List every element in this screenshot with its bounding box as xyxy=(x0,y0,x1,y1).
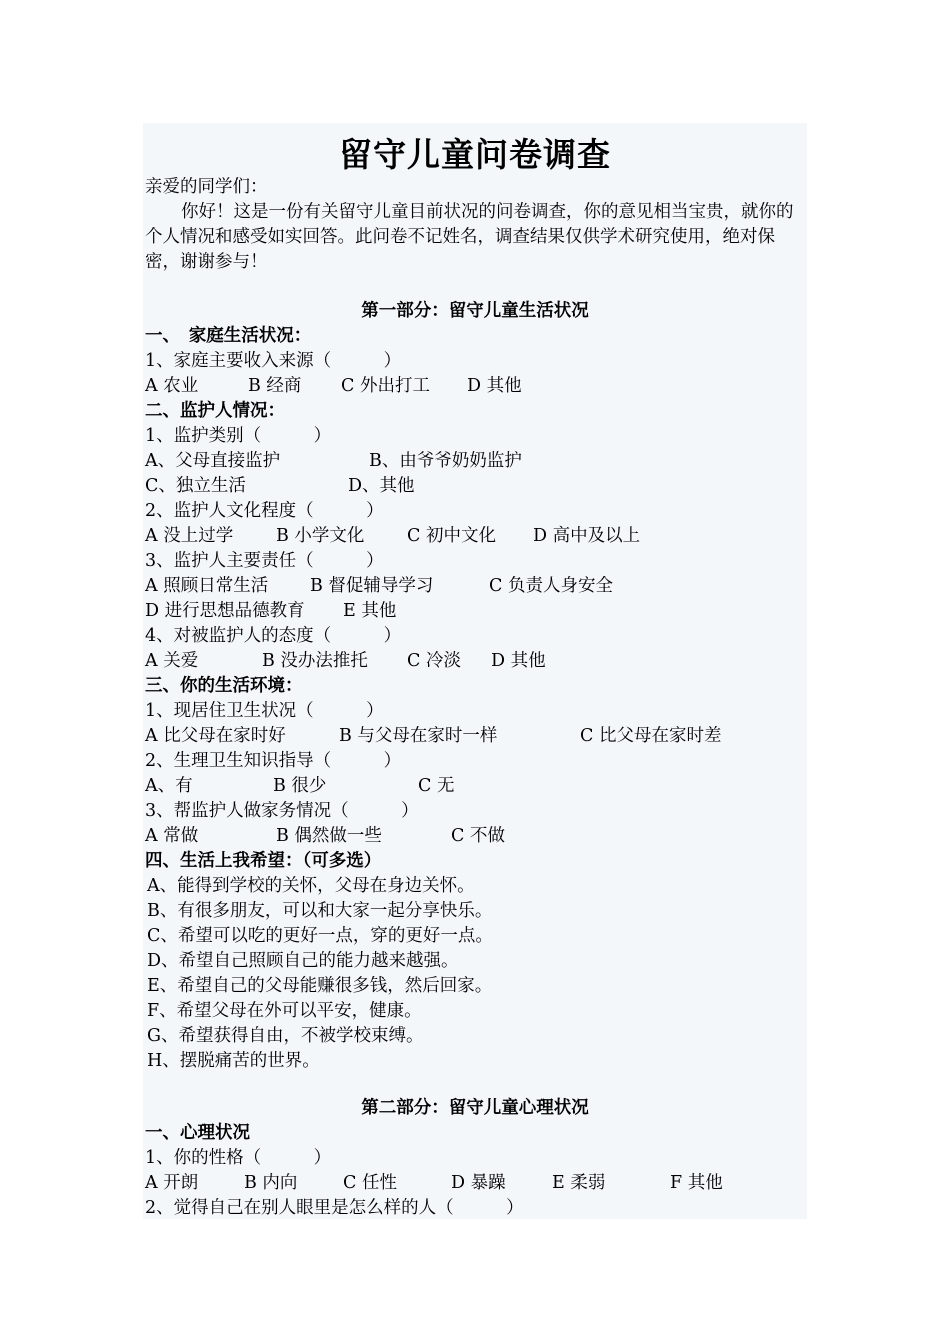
part2-heading: 第二部分：留守儿童心理状况 xyxy=(361,1098,589,1118)
option: B、由爷爷奶奶监护 xyxy=(369,451,522,471)
section-heading: 一、 家庭生活状况： xyxy=(145,326,312,346)
question: 3、帮监护人做家务情况（ ） xyxy=(145,801,419,821)
question: 1、现居住卫生状况（ ） xyxy=(145,701,384,721)
option: D 进行思想品德教育 xyxy=(145,601,305,621)
list-item: C、希望可以吃的更好一点，穿的更好一点。 xyxy=(147,926,493,946)
question: 1、你的性格（ ） xyxy=(145,1148,332,1168)
document-title: 留守儿童问卷调查 xyxy=(339,135,611,174)
option: E 其他 xyxy=(343,601,397,621)
option: D 其他 xyxy=(491,651,546,671)
option: A 比父母在家时好 xyxy=(145,726,286,746)
option: A 农业 xyxy=(145,376,199,396)
question: 2、监护人文化程度（ ） xyxy=(145,501,384,521)
option: D 其他 xyxy=(467,376,522,396)
option: F 其他 xyxy=(670,1173,723,1193)
part1-heading: 第一部分：留守儿童生活状况 xyxy=(361,301,589,321)
option: A、有 xyxy=(145,776,193,796)
option: A 关爱 xyxy=(145,651,199,671)
list-item: H、摆脱痛苦的世界。 xyxy=(147,1051,320,1071)
document-page xyxy=(143,123,807,1219)
list-item: A、能得到学校的关怀，父母在身边关怀。 xyxy=(147,876,475,896)
option: B 内向 xyxy=(244,1173,298,1193)
question: 1、监护类别（ ） xyxy=(145,426,332,446)
option: C 负责人身安全 xyxy=(489,576,613,596)
option: C 不做 xyxy=(451,826,505,846)
option: A 没上过学 xyxy=(145,526,234,546)
option: B 很少 xyxy=(273,776,327,796)
option: E 柔弱 xyxy=(552,1173,606,1193)
option: C 任性 xyxy=(343,1173,397,1193)
option: C 比父母在家时差 xyxy=(580,726,722,746)
option: D 高中及以上 xyxy=(533,526,641,546)
option: C 冷淡 xyxy=(407,651,461,671)
option: B 督促辅导学习 xyxy=(310,576,434,596)
question: 2、生理卫生知识指导（ ） xyxy=(145,751,402,771)
section-heading: 一、心理状况 xyxy=(145,1123,250,1143)
option: A 常做 xyxy=(145,826,199,846)
option: C 无 xyxy=(418,776,455,796)
list-item: E、希望自己的父母能赚很多钱，然后回家。 xyxy=(147,976,493,996)
list-item: F、希望父母在外可以平安，健康。 xyxy=(147,1001,422,1021)
intro-paragraph: 你好！这是一份有关留守儿童目前状况的问卷调查，你的意见相当宝贵，就你的个人情况和感受如实回答。此问卷不记姓名，调查结果仅供学术研究使用，绝对保密，谢谢参与！ xyxy=(145,202,794,272)
option: B 偶然做一些 xyxy=(276,826,382,846)
option: C 外出打工 xyxy=(341,376,430,396)
option: B 经商 xyxy=(248,376,302,396)
question: 4、对被监护人的态度（ ） xyxy=(145,626,402,646)
section-heading: 四、生活上我希望：（可多选） xyxy=(145,851,382,871)
option: D 暴躁 xyxy=(451,1173,506,1193)
section-heading: 三、你的生活环境： xyxy=(145,676,303,696)
option: B 与父母在家时一样 xyxy=(339,726,498,746)
question: 1、家庭主要收入来源（ ） xyxy=(145,351,402,371)
greeting: 亲爱的同学们： xyxy=(145,177,268,197)
option: A、父母直接监护 xyxy=(145,451,281,471)
option: C、独立生活 xyxy=(145,476,246,496)
option: B 没办法推托 xyxy=(262,651,368,671)
option: A 照顾日常生活 xyxy=(145,576,269,596)
question: 3、监护人主要责任（ ） xyxy=(145,551,384,571)
option: A 开朗 xyxy=(145,1173,199,1193)
section-heading: 二、监护人情况： xyxy=(145,401,285,421)
list-item: B、有很多朋友，可以和大家一起分享快乐。 xyxy=(147,901,493,921)
option: B 小学文化 xyxy=(276,526,365,546)
option: C 初中文化 xyxy=(407,526,496,546)
question: 2、觉得自己在别人眼里是怎么样的人（ ） xyxy=(145,1198,524,1218)
list-item: D、希望自己照顾自己的能力越来越强。 xyxy=(147,951,459,971)
list-item: G、希望获得自由，不被学校束缚。 xyxy=(147,1026,424,1046)
option: D、其他 xyxy=(348,476,415,496)
